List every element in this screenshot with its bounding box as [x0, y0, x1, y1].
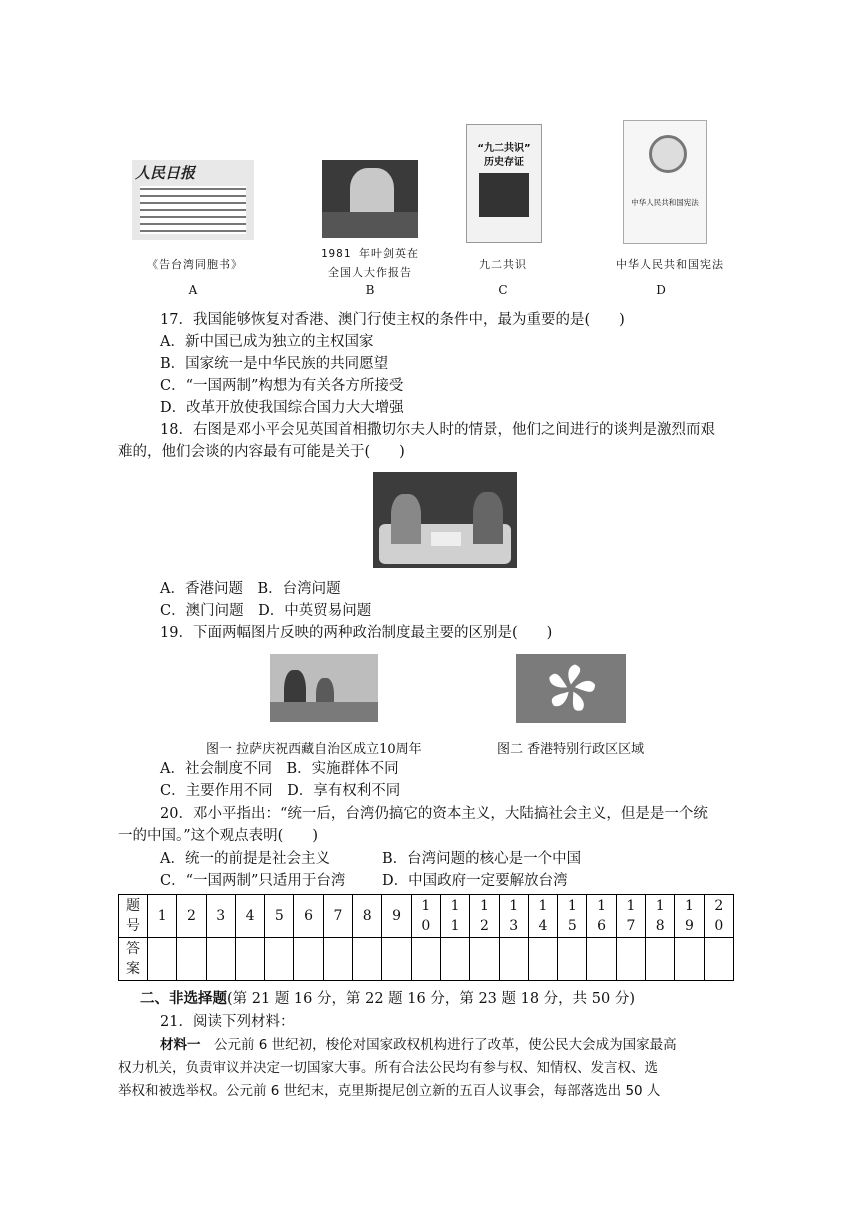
q17-stem: 17．我国能够恢复对香港、澳门行使主权的条件中，最为重要的是( ): [160, 312, 625, 328]
caption-d: 中华人民共和国宪法: [616, 258, 724, 271]
answer-cell[interactable]: [440, 938, 469, 981]
answer-cell[interactable]: [294, 938, 323, 981]
num-cell: 1 6: [587, 895, 616, 938]
question-number-row: [119, 895, 734, 938]
num-cell: 9: [382, 895, 411, 938]
material1-line1: [160, 1034, 677, 1056]
answer-cell[interactable]: [411, 938, 440, 981]
section2-title: 二、非选择题: [140, 990, 227, 1007]
answer-cell[interactable]: [148, 938, 177, 981]
letter-b: B: [365, 283, 375, 297]
q19-figure1-caption: 图一 拉萨庆祝西藏自治区成立10周年: [206, 742, 422, 757]
image-d-constitution: [623, 120, 707, 244]
speaker-figure: [350, 168, 394, 218]
letter-a: A: [188, 283, 198, 297]
q20-option-b: B．台湾问题的核心是一个中国: [382, 851, 582, 867]
answer-table: [118, 894, 734, 981]
book-photo: [479, 173, 529, 217]
table: [431, 532, 461, 546]
num-cell: 1 8: [646, 895, 675, 938]
q18-options-row2: C．澳门问题 D．中英贸易问题: [160, 603, 372, 619]
answer-cell[interactable]: [470, 938, 499, 981]
answer-cell[interactable]: [323, 938, 352, 981]
answer-cell[interactable]: [587, 938, 616, 981]
answer-cell[interactable]: [558, 938, 587, 981]
num-cell: 7: [323, 895, 352, 938]
answer-cell[interactable]: [675, 938, 704, 981]
desk: [322, 212, 418, 238]
answer-row: [119, 938, 734, 981]
answer-cell[interactable]: [646, 938, 675, 981]
q17-option-c: C．“一国两制”构想为有关各方所接受: [160, 378, 404, 394]
book-title-1: “九二共识”: [477, 143, 531, 154]
image-c-book: [466, 124, 542, 243]
q19-options-row2: C．主要作用不同 D．享有权利不同: [160, 783, 401, 799]
num-cell: 1: [148, 895, 177, 938]
answer-cell[interactable]: [704, 938, 733, 981]
bauhinia-icon: [516, 654, 626, 723]
num-cell: 1 7: [616, 895, 645, 938]
num-cell: 2: [177, 895, 206, 938]
q19-options-row1: A．社会制度不同 B．实施群体不同: [160, 761, 399, 777]
num-cell: 1 5: [558, 895, 587, 938]
q20-stem-line1: 20．邓小平指出：“统一后，台湾仍搞它的资本主义，大陆搞社会主义，但是是一个统: [160, 806, 708, 822]
q19-stem: 19．下面两幅图片反映的两种政治制度最主要的区别是( ): [160, 625, 553, 641]
image-a-newspaper: [132, 160, 254, 240]
q17-option-a: A．新中国已成为独立的主权国家: [160, 334, 374, 350]
num-cell: 6: [294, 895, 323, 938]
num-cell: 3: [206, 895, 235, 938]
material1-line2: 权力机关，负责审议并决定一切国家大事。所有合法公民均有参与权、知情权、发言权、选: [118, 1060, 658, 1076]
material1-line3: 举权和被选举权。公元前 6 世纪末，克里斯提尼创立新的五百人议事会，每部落选出 50 人: [118, 1083, 661, 1099]
caption-b-line1: 1981 年叶剑英在: [320, 247, 420, 260]
caption-a: 《告台湾同胞书》: [147, 258, 243, 271]
q18-stem-line2: 难的，他们会谈的内容最有可能是关于( ): [118, 444, 405, 460]
header-answer: 答 案: [119, 938, 148, 981]
num-cell: 1 9: [675, 895, 704, 938]
num-cell: 1 4: [528, 895, 557, 938]
material1-text1: 公元前 6 世纪初，梭伦对国家政权机构进行了改革，使公民大会成为国家最高: [200, 1037, 677, 1053]
num-cell: 1 0: [411, 895, 440, 938]
answer-cell[interactable]: [353, 938, 382, 981]
q18-options-row1: A．香港问题 B．台湾问题: [160, 581, 341, 597]
answer-cell[interactable]: [206, 938, 235, 981]
q17-option-b: B．国家统一是中华民族的共同愿望: [160, 356, 389, 372]
answer-cell[interactable]: [382, 938, 411, 981]
num-cell: 1 1: [440, 895, 469, 938]
caption-b-line2: 全国人大作报告: [328, 266, 412, 279]
q21-stem: 21．阅读下列材料：: [160, 1014, 295, 1030]
num-cell: 5: [265, 895, 294, 938]
num-cell: 1 3: [499, 895, 528, 938]
answer-cell[interactable]: [528, 938, 557, 981]
q20-option-d: D．中国政府一定要解放台湾: [382, 873, 568, 889]
q18-meeting-photo: [373, 472, 517, 568]
constitution-title: 中华人民共和国宪法: [631, 198, 699, 207]
newspaper-masthead: 人民日报: [135, 164, 196, 182]
q19-figure2-caption: 图二 香港特别行政区区域: [497, 742, 645, 757]
person-right: [473, 492, 503, 544]
material1-label: 材料一: [160, 1037, 201, 1053]
q19-figure2-hk-flag: [516, 654, 626, 723]
answer-cell[interactable]: [235, 938, 264, 981]
book-title-2: 历史存证: [484, 157, 524, 168]
caption-c: 九二共识: [479, 258, 527, 271]
q18-stem-line1: 18．右图是邓小平会见英国首相撒切尔夫人时的情景，他们之间进行的谈判是激烈而艰: [160, 422, 715, 438]
q17-option-d: D．改革开放使我国综合国力大大增强: [160, 400, 404, 416]
answer-cell[interactable]: [177, 938, 206, 981]
q20-option-c: C．“一国两制”只适用于台湾: [160, 873, 346, 889]
crowd: [270, 702, 378, 722]
letter-c: C: [498, 283, 508, 297]
section2-title-rest: (第 21 题 16 分，第 22 题 16 分，第 23 题 18 分，共 50 分): [227, 991, 635, 1007]
answer-cell[interactable]: [616, 938, 645, 981]
answer-cell[interactable]: [265, 938, 294, 981]
num-cell: 1 2: [470, 895, 499, 938]
letter-d: D: [656, 283, 666, 297]
num-cell: 2 0: [704, 895, 733, 938]
newspaper-text-lines: [140, 186, 246, 234]
q20-option-a: A．统一的前提是社会主义: [160, 851, 330, 867]
q19-figure1-photo: [270, 654, 378, 722]
num-cell: 8: [353, 895, 382, 938]
q20-stem-line2: 一的中国。”这个观点表明( ): [118, 828, 318, 844]
national-emblem-icon: [649, 135, 687, 173]
num-cell: 4: [235, 895, 264, 938]
header-question-number: 题 号: [119, 895, 148, 938]
section2-heading: [140, 988, 635, 1010]
person-left: [391, 494, 421, 544]
image-b-photo: [322, 160, 418, 238]
answer-cell[interactable]: [499, 938, 528, 981]
